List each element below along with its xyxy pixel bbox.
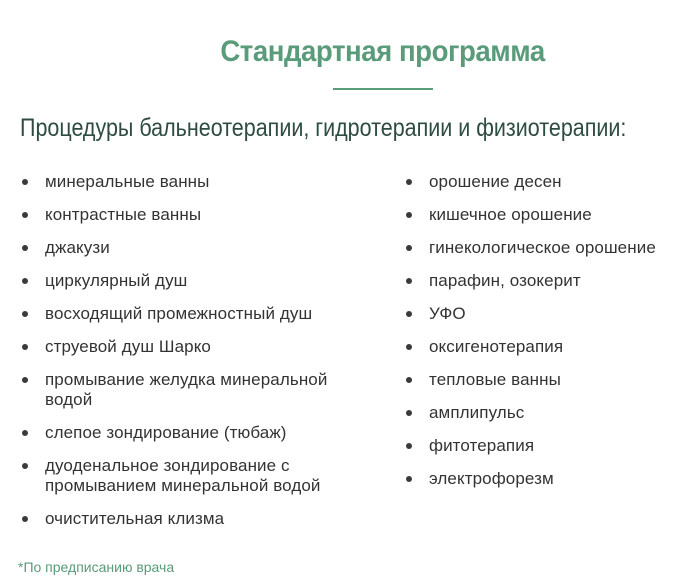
list-item (404, 238, 693, 258)
bullet-icon (406, 410, 412, 416)
list-item-label: орошение десен (429, 172, 562, 191)
bullet-icon (22, 430, 28, 436)
bullet-icon (22, 463, 28, 469)
list-item-label: дуоденальное зондирование с промыванием минеральной водой (45, 456, 321, 495)
list-item-label: амплипульс (429, 403, 525, 422)
bullet-icon (22, 311, 28, 317)
list-item-label: очистительная клизма (45, 509, 225, 528)
bullet-icon (22, 278, 28, 284)
list-item (20, 370, 370, 410)
procedures-list-left (20, 172, 370, 542)
procedures-list-right (404, 172, 693, 502)
list-item-label: слепое зондирование (тюбаж) (45, 423, 287, 442)
list-item-label: тепловые ванны (429, 370, 561, 389)
list-item (404, 172, 693, 192)
bullet-icon (22, 212, 28, 218)
bullet-icon (406, 476, 412, 482)
list-item (20, 456, 370, 496)
footnote: *По предписанию врача (18, 559, 175, 575)
list-item (20, 423, 370, 443)
list-item (20, 172, 370, 192)
list-item (404, 205, 693, 225)
list-item (404, 304, 693, 324)
list-item-label: восходящий промежностный душ (45, 304, 313, 323)
list-item-label: парафин, озокерит (429, 271, 581, 290)
list-item-label: фитотерапия (429, 436, 535, 455)
bullet-icon (406, 443, 412, 449)
page-title: Стандартная программа (220, 35, 545, 68)
bullet-icon (406, 212, 412, 218)
list-item-label: оксигенотерапия (429, 337, 564, 356)
list-item-label: джакузи (45, 238, 110, 257)
bullet-icon (22, 179, 28, 185)
list-item (404, 271, 693, 291)
list-item (20, 304, 370, 324)
title-underline (333, 88, 433, 90)
list-item (20, 337, 370, 357)
list-item-label: электрофорезм (429, 469, 554, 488)
bullet-icon (22, 344, 28, 350)
bullet-icon (406, 377, 412, 383)
section-subtitle: Процедуры бальнеотерапии, гидротерапии и физиотерапии: (20, 114, 627, 142)
list-item (404, 370, 693, 390)
list-item-label: УФО (429, 304, 466, 323)
bullet-icon (406, 311, 412, 317)
list-item (20, 271, 370, 291)
list-item (20, 205, 370, 225)
bullet-icon (406, 245, 412, 251)
list-item-label: кишечное орошение (429, 205, 592, 224)
bullet-icon (22, 245, 28, 251)
list-item-label: контрастные ванны (45, 205, 202, 224)
list-item (404, 403, 693, 423)
bullet-icon (406, 179, 412, 185)
list-item (404, 337, 693, 357)
list-item (404, 436, 693, 456)
bullet-icon (406, 278, 412, 284)
list-item-label: гинекологическое орошение (429, 238, 656, 257)
bullet-icon (22, 516, 28, 522)
list-item (404, 469, 693, 489)
list-item-label: циркулярный душ (45, 271, 188, 290)
bullet-icon (406, 344, 412, 350)
list-item-label: струевой душ Шарко (45, 337, 211, 356)
bullet-icon (22, 377, 28, 383)
list-item-label: промывание желудка минеральной водой (45, 370, 328, 409)
list-item-label: минеральные ванны (45, 172, 210, 191)
list-item (20, 238, 370, 258)
list-item (20, 509, 370, 529)
